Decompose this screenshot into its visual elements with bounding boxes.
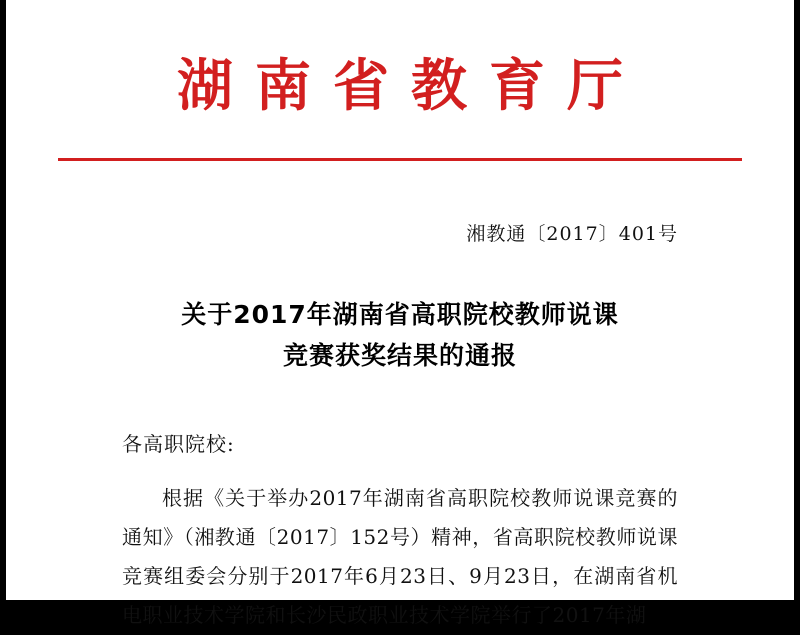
document-number: 湘教通〔2017〕401号 xyxy=(466,222,678,245)
page-right-edge xyxy=(794,0,800,600)
document-paragraph-1: 根据《关于举办2017年湖南省高职院校教师说课竞赛的通知》（湘教通〔2017〕152号）精神，省高职院校教师说课竞赛组委会分别于2017年6月23日、9月23日，在湖南省机电职业技术学院和长沙民政职业技术学院举行了2017年湖 xyxy=(122,486,678,628)
document-masthead: 湖南省教育厅 xyxy=(177,53,645,119)
document-title-line-2: 竞赛获奖结果的通报 xyxy=(282,340,517,370)
document-content xyxy=(6,0,794,628)
document-title-line-1: 关于2017年湖南省高职院校教师说课 xyxy=(181,299,619,329)
document-salutation: 各高职院校: xyxy=(122,432,235,457)
document-title xyxy=(6,294,794,377)
masthead-divider-rule xyxy=(58,158,742,161)
